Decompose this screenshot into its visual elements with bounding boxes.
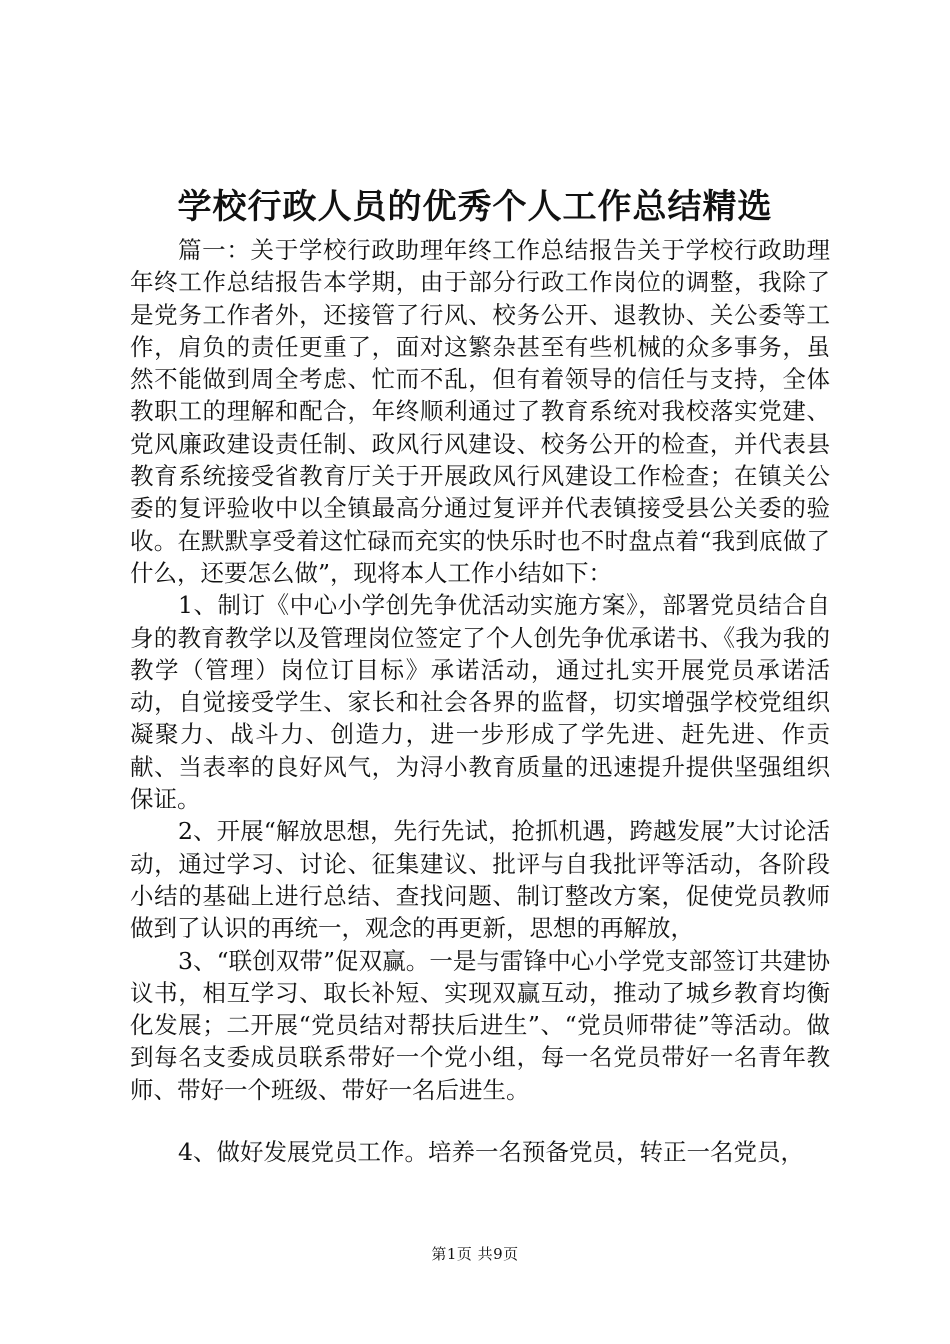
paragraph-item-4: 4、做好发展党员工作。培养一名预备党员，转正一名党员，	[178, 1138, 804, 1167]
paragraph-item-2: 2、开展“解放思想，先行先试，抢抓机遇，跨越发展”大讨论活动，通过学习、讨论、征集建议、批评与自我批评等活动，各阶段小结的基础上进行总结、查找问题、制订整改方案，促使党员教师做到了认识的再统一，观念的再更新，思想的再解放，	[130, 817, 830, 943]
page-number-footer: 第1页 共9页	[431, 1245, 519, 1263]
document-body	[130, 234, 830, 1168]
paragraph-item-1: 1、制订《中心小学创先争优活动实施方案》，部署党员结合自身的教育教学以及管理岗位签定了个人创先争优承诺书、《我为我的教学（管理）岗位订目标》承诺活动，通过扎实开展党员承诺活动，自觉接受学生、家长和社会各界的监督，切实增强学校党组织凝聚力、战斗力、创造力，进一步形成了学先进、赶先进、作贡献、当表率的良好风气，为浔小教育质量的迅速提升提供坚强组织保证。	[130, 591, 830, 814]
paragraph-item-3: 3、“联创双带”促双赢。一是与雷锋中心小学党支部签订共建协议书，相互学习、取长补短、实现双赢互动，推动了城乡教育均衡化发展；二开展“党员结对帮扶后进生”、“党员师带徒”等活动。做到每名支委成员联系带好一个党小组，每一名党员带好一名青年教师、带好一个班级、带好一名后进生。	[130, 946, 830, 1104]
document-title: 学校行政人员的优秀个人工作总结精选	[177, 187, 773, 227]
paragraph-intro: 篇一：关于学校行政助理年终工作总结报告关于学校行政助理年终工作总结报告本学期，由于部分行政工作岗位的调整，我除了是党务工作者外，还接管了行风、校务公开、退教协、关公委等工作，肩负的责任更重了，面对这繁杂甚至有些机械的众多事务，虽然不能做到周全考虑、忙而不乱，但有着领导的信任与支持，全体教职工的理解和配合，年终顺利通过了教育系统对我校落实党建、党风廉政建设责任制、政风行风建设、校务公开的检查，并代表县教育系统接受省教育厅关于开展政风行风建设工作检查；在镇关公委的复评验收中以全镇最高分通过复评并代表镇接受县公关委的验收。在默默享受着这忙碌而充实的快乐时也不时盘点着“我到底做了什么，还要怎么做”，现将本人工作小结如下：	[130, 236, 830, 587]
